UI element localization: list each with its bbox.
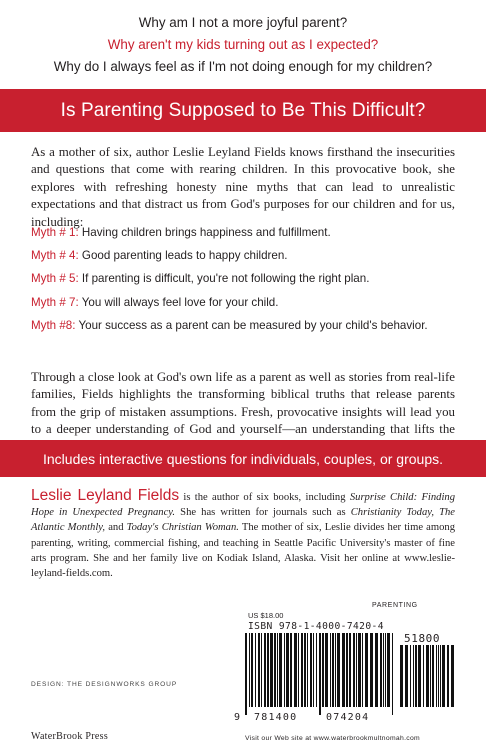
category-label: PARENTING [372, 602, 418, 609]
barcode-bar [258, 633, 260, 707]
features-text: Includes interactive questions for individuals, couples, or groups. [43, 450, 443, 467]
barcode-bar [251, 633, 253, 707]
barcode-bar [353, 633, 355, 707]
publisher-website: Visit our Web site at www.waterbrookmultnomah.com [245, 735, 420, 742]
design-credit: DESIGN: THE DESIGNWORKS GROUP [31, 681, 178, 688]
ean-digit-first: 9 [234, 712, 241, 723]
barcode-bar [438, 645, 439, 707]
barcode-bar [432, 645, 434, 707]
headline-banner [0, 89, 486, 132]
barcode-bar [337, 633, 340, 707]
barcode-bar [322, 633, 324, 707]
question-2: Why aren't my kids turning out as I expected? [107, 37, 379, 52]
barcode-bar [346, 633, 348, 707]
ean-barcode [245, 633, 393, 715]
barcode-bar [290, 633, 292, 707]
myth-text: If parenting is difficult, you're not following the right plan. [81, 272, 370, 286]
barcode-bar [423, 645, 424, 707]
author-bio [31, 488, 455, 581]
myth-text: Good parenting leads to happy children. [81, 249, 288, 263]
barcode-bar [410, 645, 411, 707]
barcode-bar [261, 633, 262, 707]
bio-text: The mother of six, Leslie divides her time among parenting, writing, commercial fishing, and teaching in Seattle Pacific University's master of fine arts program. She and her family live on Kodiak Island, Alaska. Visit her online at www.leslie-leyland-fields.com. [31, 522, 456, 580]
barcode-bar [426, 645, 429, 707]
myth-text: Your success as a parent can be measured by your child's behavior. [78, 318, 428, 332]
barcode-block [222, 611, 460, 723]
myths-list [31, 225, 461, 341]
addon-barcode [400, 645, 454, 715]
barcode-bar [332, 633, 334, 707]
question-1: Why am I not a more joyful parent? [138, 15, 348, 30]
bio-text: She has written for journals such as [175, 507, 351, 519]
bio-text: is the author of six books, including [179, 492, 350, 503]
ean-digits-right: 074204 [326, 712, 370, 723]
barcode-bar [335, 633, 336, 707]
barcode-bar [358, 633, 361, 707]
barcode-bar [294, 633, 297, 707]
barcode-bar [356, 633, 357, 707]
barcode-bar [380, 633, 382, 707]
barcode-bar [430, 645, 431, 707]
barcode-bar [349, 633, 351, 707]
intro-paragraph: As a mother of six, author Leslie Leyland Fields knows firsthand the insecurities and questions that come with rearing children. In this provocative book, she explores with refreshing honesty nine myths that can lead to unrealistic expectations and that distract us from God's purposes for our children and for us, including: [31, 145, 455, 229]
barcode-bar [385, 633, 386, 707]
barcode-bar [415, 645, 417, 707]
barcode-bar [264, 633, 266, 707]
barcode-bar [310, 633, 312, 707]
myth-item [31, 248, 461, 271]
myth-label: Myth #8: [31, 318, 76, 332]
isbn: ISBN 978-1-4000-7420-4 [248, 621, 384, 632]
barcode-bar [365, 633, 368, 707]
barcode-bar [442, 645, 445, 707]
barcode-bar [249, 633, 250, 707]
barcode-bar [451, 645, 454, 707]
journal-titles: Christianity Today, The Atlantic Monthly, [31, 507, 456, 534]
barcode-bar [284, 633, 285, 707]
barcode-bar [313, 633, 314, 707]
publisher-name: WaterBrook Press [31, 731, 109, 742]
myth-label: Myth # 1: [31, 226, 79, 239]
barcode-bar [387, 633, 390, 707]
barcode-bar [245, 633, 247, 715]
barcode-bar [267, 633, 269, 707]
barcode-bar [325, 633, 328, 707]
barcode-bar [392, 633, 393, 715]
bio-text: and [105, 522, 127, 534]
barcode-bar [316, 633, 317, 707]
barcode-bar [440, 645, 441, 707]
barcode-bar [274, 633, 276, 707]
barcode-bar [307, 633, 308, 707]
myth-item [31, 225, 461, 248]
barcode-bar [370, 633, 373, 707]
myth-label: Myth # 4: [31, 249, 79, 263]
myth-item [31, 318, 461, 341]
features-banner [0, 440, 486, 477]
barcode-bar [447, 645, 449, 707]
barcode-bar [405, 645, 408, 707]
book-title: Surprise Child: Finding Hope in Unexpected Pregnancy. [31, 492, 455, 519]
addon-digits: 51800 [404, 632, 441, 645]
barcode-bar [301, 633, 303, 707]
myth-text: Having children brings happiness and fulfillment. [81, 226, 331, 239]
barcode-bar [279, 633, 282, 707]
myth-text: You will always feel love for your child. [81, 295, 279, 309]
barcode-bar [286, 633, 289, 707]
barcode-bar [342, 633, 345, 707]
journal-title: Today's Christian Woman. [126, 522, 239, 534]
body-paragraph: Through a close look at God's own life as a parent as well as stories from real-life families, Fields highlights the transforming biblical truths that release parents from the grip of mistaken assumptions. Fresh, provocative insights will lead you to a deeper understanding of God and yourself—an understanding that lifts the [31, 370, 455, 437]
opening-questions [0, 12, 486, 78]
barcode-bar [413, 645, 414, 707]
headline: Is Parenting Supposed to Be This Difficult? [60, 99, 426, 121]
myth-item [31, 295, 461, 318]
myth-label: Myth # 7: [31, 295, 79, 309]
barcode-bar [400, 645, 403, 707]
myth-label: Myth # 5: [31, 272, 79, 286]
barcode-bar [319, 633, 321, 715]
question-3: Why do I always feel as if I'm not doing enough for my children? [53, 59, 433, 74]
barcode-bar [383, 633, 384, 707]
barcode-bar [304, 633, 306, 707]
barcode-bar [298, 633, 299, 707]
myth-item [31, 271, 461, 294]
barcode-bar [255, 633, 256, 707]
price: US $18.00 [248, 611, 284, 620]
barcode-bar [362, 633, 363, 707]
ean-digits-left: 781400 [254, 712, 298, 723]
barcode-bar [418, 645, 421, 707]
barcode-bar [330, 633, 331, 707]
barcode-bar [270, 633, 273, 707]
barcode-bar [277, 633, 278, 707]
author-name: Leslie Leyland Fields [31, 487, 180, 504]
barcode-bar [436, 645, 437, 707]
barcode-bar [375, 633, 378, 707]
